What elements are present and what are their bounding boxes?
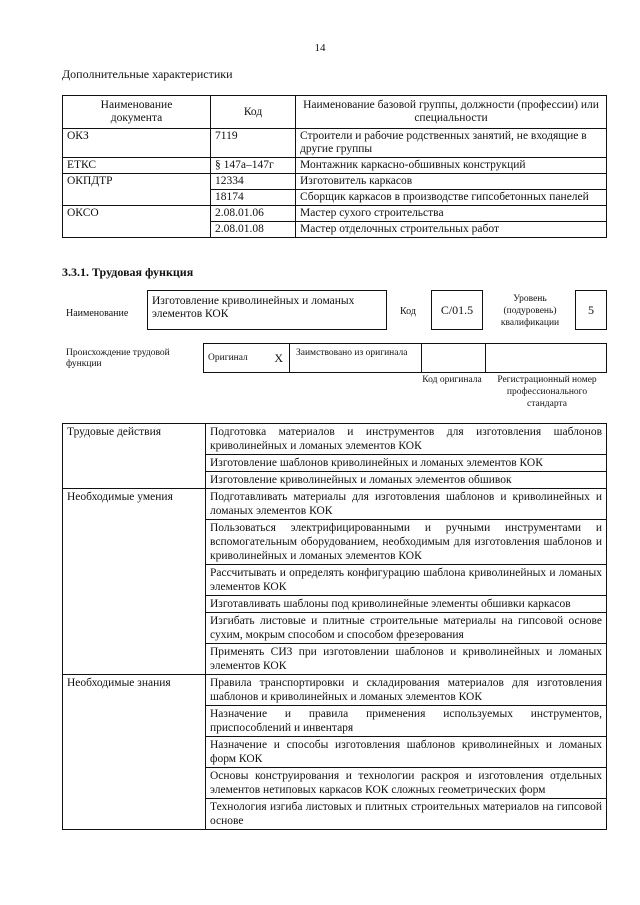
table-row (63, 206, 607, 222)
table-row (63, 129, 607, 158)
group-cell: Мастер сухого строительства (296, 206, 607, 222)
table-row (63, 158, 607, 174)
group-cell: Изготовитель каркасов (296, 174, 607, 190)
item-cell: Подготавливать материалы для изготовления шаблонов и криволинейных и ломаных элементов КОК (206, 489, 607, 520)
original-mark: X (274, 350, 283, 365)
item-cell: Пользоваться электрифицированными и ручными инструментами и вспомогательным оборудованием, необходимым для изготовления шаблонов и криволинейных и ломаных элементов КОК (206, 520, 607, 565)
item-cell: Рассчитывать и определять конфигурацию шаблона криволинейных и ломаных элементов КОК (206, 565, 607, 596)
column-header: Наименование документа (63, 96, 211, 129)
function-name-box: Изготовление криволинейных и ломаных элементов КОК (147, 290, 387, 330)
level-box: 5 (575, 290, 607, 330)
table-row (63, 489, 607, 520)
column-header: Код (211, 96, 296, 129)
column-header: Наименование базовой группы, должности (профессии) или специальности (296, 96, 607, 129)
category-cell: Необходимые знания (63, 675, 206, 830)
reg-number-cell (486, 344, 608, 372)
doc-cell: ОКПДТР (63, 174, 211, 206)
doc-cell: ОКЗ (63, 129, 211, 158)
level-label: Уровень (подуровень) квалификации (500, 294, 560, 328)
function-content-table (62, 423, 607, 830)
name-label: Наименование (66, 308, 129, 319)
section-title: 3.3.1. Трудовая функция (62, 265, 194, 279)
additional-characteristics-heading: Дополнительные характеристики (62, 67, 233, 81)
item-cell: Назначение и правила применения используемых инструментов, приспособлений и инвентаря (206, 706, 607, 737)
reg-number-label: Регистрационный номер профессионального стандарта (497, 375, 597, 409)
item-cell: Изготовление криволинейных и ломаных элементов обшивок (206, 472, 607, 489)
origin-row (203, 343, 607, 373)
group-cell: Монтажник каркасно-обшивных конструкций (296, 158, 607, 174)
item-cell: Применять СИЗ при изготовлении шаблонов и криволинейных и ломаных элементов КОК (206, 644, 607, 675)
item-cell: Правила транспортировки и складирования материалов для изготовления шаблонов и криволинейных и ломаных элементов КОК (206, 675, 607, 706)
item-cell: Изготовление шаблонов криволинейных и ломаных элементов КОК (206, 455, 607, 472)
item-cell: Изготавливать шаблоны под криволинейные элементы обшивки каркасов (206, 596, 607, 613)
category-cell: Трудовые действия (63, 424, 206, 489)
group-cell: Сборщик каркасов в производстве гипсобетонных панелей (296, 190, 607, 206)
item-cell: Подготовка материалов и инструментов для изготовления шаблонов криволинейных и ломаных элементов КОК (206, 424, 607, 455)
code-original-label: Код оригинала (422, 375, 482, 385)
category-cell: Необходимые умения (63, 489, 206, 675)
code-cell: 2.08.01.08 (211, 222, 296, 238)
origin-label: Происхождение трудовой функции (66, 348, 170, 369)
borrowed-cell: Заимствовано из оригинала (290, 344, 422, 372)
function-code-box: C/01.5 (431, 290, 483, 330)
group-cell: Мастер отделочных строительных работ (296, 222, 607, 238)
group-cell: Строители и рабочие родственных занятий, не входящие в другие группы (296, 129, 607, 158)
table-row (63, 675, 607, 706)
item-cell: Изгибать листовые и плитные строительные материалы на гипсовой основе сухим, мокрым способом и способом фрезерования (206, 613, 607, 644)
code-cell: 7119 (211, 129, 296, 158)
table-row (63, 174, 607, 190)
original-label: Оригинал (208, 353, 248, 363)
item-cell: Назначение и способы изготовления шаблонов криволинейных и ломаных форм КОК (206, 737, 607, 768)
code-cell: § 147а–147г (211, 158, 296, 174)
doc-cell: ЕТКС (63, 158, 211, 174)
code-cell: 18174 (211, 190, 296, 206)
table-row (63, 424, 607, 455)
table-header-row (63, 96, 607, 129)
code-label: Код (400, 306, 416, 317)
original-cell (204, 344, 290, 372)
page-number: 14 (314, 42, 326, 54)
code-cell: 2.08.01.06 (211, 206, 296, 222)
doc-cell: ОКСО (63, 206, 211, 238)
code-original-cell (422, 344, 486, 372)
classification-table (62, 95, 607, 238)
code-cell: 12334 (211, 174, 296, 190)
item-cell: Технология изгиба листовых и плитных строительных материалов на гипсовой основе (206, 799, 607, 830)
item-cell: Основы конструирования и технологии раскроя и изготовления отдельных элементов нетиповых каркасов КОК сложных геометрических форм (206, 768, 607, 799)
